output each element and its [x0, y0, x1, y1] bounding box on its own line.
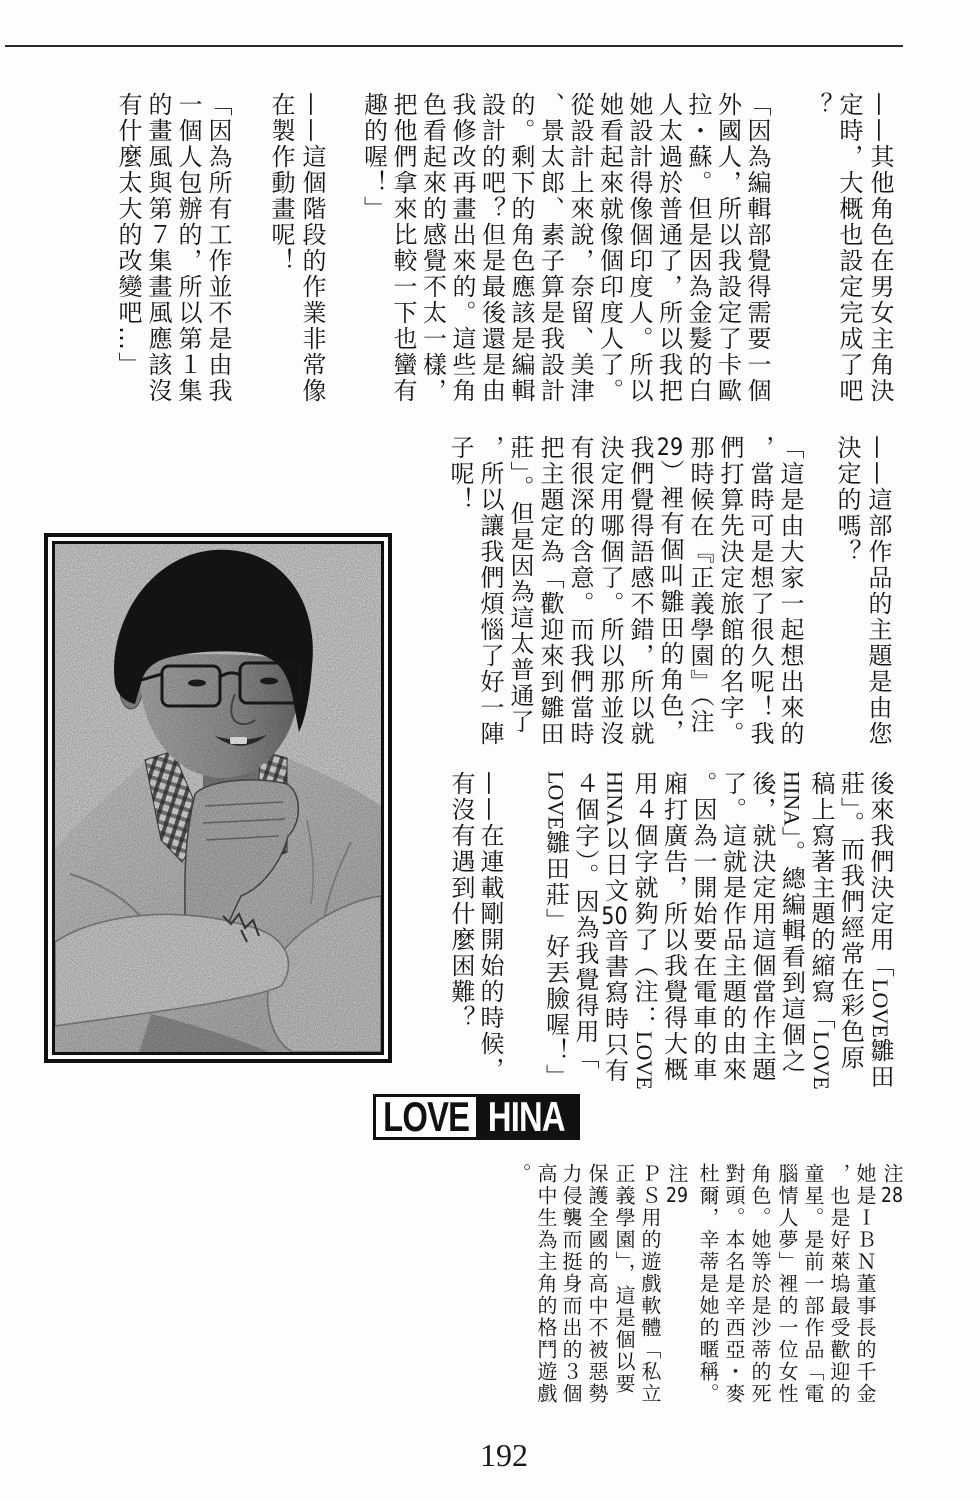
answer-line: 她看起來就像個印度人了。: [595, 92, 624, 404]
answer-line: 把主題定為「歡迎來到雛田: [536, 435, 564, 747]
answer-line: 色看起來的感覺不太一樣，: [418, 92, 447, 404]
answer-line: 拉・蘇。但是因為金髮的白: [684, 92, 712, 404]
answer-line: 的。剩下的角色應該是編輯: [507, 92, 535, 404]
question-line: ？: [804, 92, 832, 118]
answer-line: 外國人，所以我設定了卡歐: [713, 92, 742, 404]
answer-line: 。因為一開始要在電車的車: [689, 771, 717, 1083]
answer-line: 了。這就是作品主題的由來: [718, 771, 747, 1083]
answer-line: 、景太郎、素子算是我設計: [536, 92, 565, 404]
note-line: 。: [508, 1163, 532, 1185]
answer-line: 29）裡有個叫雛田的角色，: [656, 435, 684, 745]
note-line: 保護全國的高中不被惡勢: [585, 1163, 609, 1405]
answer-line: 一個人包辦的，所以第１集: [174, 92, 202, 404]
answer-line: 我修改再畫出來的。這些角: [448, 92, 476, 404]
answer-line: HINA」。總編輯看到這個之: [777, 771, 806, 1074]
note-line: 杜爾，辛蒂是她的暱稱。: [696, 1163, 720, 1405]
answer-line: 稿上寫著主題的縮寫「LOVE: [807, 771, 835, 1090]
answer-line: 莊」。但是因為這太普通了: [506, 435, 534, 735]
note-line: ，也是好萊塢最受歡迎的: [827, 1163, 851, 1405]
answer-line: HINA以日文50音書寫時只有: [600, 771, 629, 1084]
answer-line: 的畫風與第７集畫風應該沒: [144, 92, 172, 404]
question-line: ——這部作品的主題是由您: [864, 435, 892, 747]
answer-line: LOVE雛田莊」好丟臉喔！」: [541, 771, 570, 1090]
logo-dark-segment: [476, 1097, 577, 1137]
header-rule: [5, 45, 903, 47]
note-line: 腦情人夢」裡的一位女性: [775, 1163, 799, 1405]
note-line: 她是ＩＢＮ董事長的千金: [853, 1163, 877, 1405]
answer-line: 「因為所有工作並不是由我: [204, 92, 232, 404]
note-label: 注28: [880, 1163, 904, 1205]
answer-line: 從設計上來說，奈留、美津: [566, 92, 594, 404]
question-line: ——這個階段的作業非常像: [298, 92, 326, 404]
love-hina-logo: [373, 1094, 580, 1140]
note-line: 對頭。本名是辛西亞・麥: [722, 1163, 746, 1405]
question-line: ——在連載剛開始的時候，: [476, 771, 504, 1083]
answer-line: 把他們拿來比較一下也蠻有: [389, 92, 417, 404]
answer-line: 我們覺得語感不錯，所以就: [626, 435, 654, 747]
answer-line: ，當時可是想了很久呢！我: [746, 435, 774, 747]
note-line: 角色。她等於是沙蒂的死: [748, 1163, 772, 1405]
answer-line: ４個字）。因為我覺得用「: [571, 771, 599, 1071]
answer-line: 那時候在『正義學園』（注: [686, 435, 714, 735]
answer-line: ，所以讓我們煩惱了好一陣: [476, 435, 504, 747]
logo-hina-text: HINA: [488, 1097, 565, 1137]
note-line: ＰＳ用的遊戲軟體「私立: [638, 1163, 662, 1405]
question-line: 在製作動畫呢！: [267, 92, 295, 274]
answer-line: 她設計得像個印度人。所以: [625, 92, 653, 404]
answer-line: 「因為編輯部覺得需要一個: [743, 92, 771, 404]
question-line: ——其他角色在男女主角決: [866, 92, 894, 404]
answer-line: 後，就決定用這個當作主題: [748, 771, 776, 1083]
note-line: 童星。是前一部作品「電: [801, 1163, 825, 1405]
logo-light-segment: [376, 1097, 476, 1137]
photo-inner-border: [52, 541, 384, 1055]
answer-line: 趣的喔！」: [359, 92, 388, 222]
question-line: 有沒有遇到什麼困難？: [447, 771, 475, 1031]
note-line: 力侵襲而挺身而出的３個: [559, 1163, 583, 1405]
answer-line: 人太過於普通了，所以我把: [654, 92, 683, 404]
answer-line: 莊」。而我們經常在彩色原: [836, 771, 865, 1071]
question-line: 定時，大概也設定完成了吧: [835, 92, 863, 404]
answer-line: 有什麼太大的改變吧…」: [114, 92, 142, 378]
question-line: 決定的嗎？: [833, 435, 861, 565]
answer-line: 們打算先決定旅館的名字。: [716, 435, 744, 747]
answer-line: 廂打廣告，所以我覺得大概: [659, 771, 688, 1083]
answer-line: 設計的吧？但是最後還是由: [477, 92, 506, 404]
page-number: 192: [480, 1437, 528, 1473]
note-line: 正義學園」，這是個以要: [612, 1163, 636, 1395]
answer-line: 後來我們決定用「LOVE雛田: [866, 771, 894, 1090]
answer-line: 用４個字就夠了（注：LOVE: [630, 771, 658, 1090]
author-portrait-photo: [55, 544, 381, 1052]
note-line: 高中生為主角的格鬥遊戲: [534, 1163, 558, 1405]
answer-line: 「這是由大家一起想出來的: [776, 435, 804, 747]
answer-line: 決定用哪個了。所以那並沒: [596, 435, 624, 747]
answer-line: 有很深的含意。而我們當時: [566, 435, 594, 747]
note-label: 注29: [665, 1163, 689, 1205]
photo-frame: [44, 533, 392, 1063]
answer-line: 子呢！: [446, 435, 474, 513]
logo-love-text: LOVE: [382, 1097, 470, 1137]
